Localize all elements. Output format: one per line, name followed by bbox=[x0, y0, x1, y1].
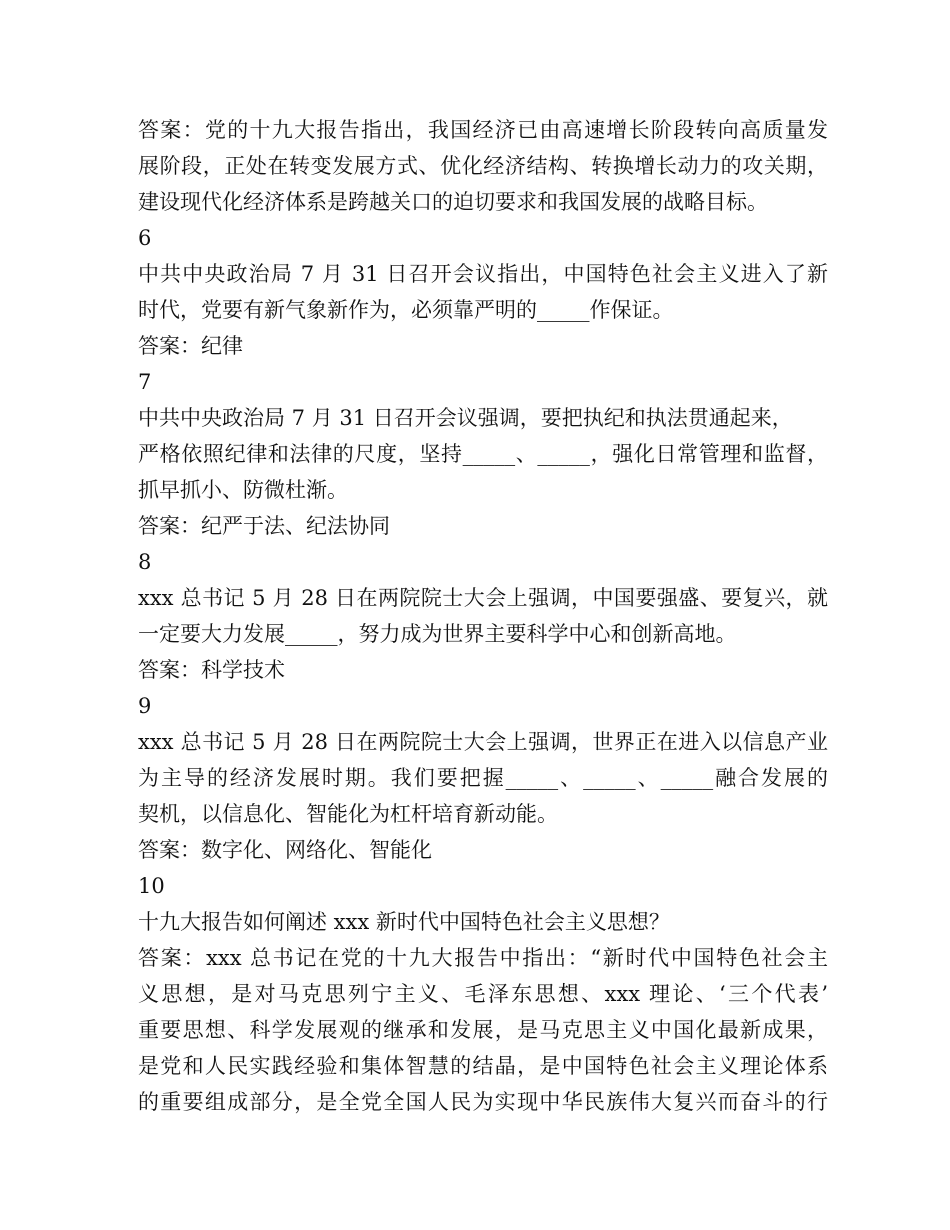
text-line: 答案：xxx 总书记在党的十九大报告中指出：“新时代中国特色社会主 bbox=[138, 946, 828, 970]
question-number-8: 8 bbox=[138, 550, 152, 574]
text-line: 答案：纪律 bbox=[138, 334, 243, 358]
answer-block-9 bbox=[138, 832, 828, 868]
question-block-9 bbox=[138, 724, 828, 832]
question-number-6: 6 bbox=[138, 226, 152, 250]
text-line: 建设现代化经济体系是跨越关口的迫切要求和我国发展的战略目标。 bbox=[138, 190, 768, 214]
text-line: 展阶段，正处在转变发展方式、优化经济结构、转换增长动力的攻关期， bbox=[138, 154, 828, 178]
answer-block-10 bbox=[138, 940, 828, 1120]
text-line: 十九大报告如何阐述 xxx 新时代中国特色社会主义思想？ bbox=[138, 910, 670, 934]
text-line: 时代，党要有新气象新作为，必须靠严明的_____作保证。 bbox=[138, 298, 674, 322]
text-line: 重要思想、科学发展观的继承和发展，是马克思主义中国化最新成果， bbox=[138, 1018, 828, 1042]
text-line: 的重要组成部分，是全党全国人民为实现中华民族伟大复兴而奋斗的行 bbox=[138, 1090, 828, 1114]
document-body bbox=[138, 112, 828, 1120]
answer-block-6 bbox=[138, 328, 828, 364]
text-line: 抓早抓小、防微杜渐。 bbox=[138, 478, 348, 502]
answer-block-5 bbox=[138, 112, 828, 220]
question-number-9: 9 bbox=[138, 694, 152, 718]
question-number-10: 10 bbox=[138, 874, 165, 898]
text-line: 契机，以信息化、智能化为杠杆培育新动能。 bbox=[138, 802, 558, 826]
text-line: 中共中央政治局 7 月 31 日召开会议指出，中国特色社会主义进入了新 bbox=[138, 262, 828, 286]
text-line: 为主导的经济发展时期。我们要把握_____、_____、_____融合发展的 bbox=[138, 766, 828, 790]
question-block-6 bbox=[138, 256, 828, 328]
text-line: 答案：纪严于法、纪法协同 bbox=[138, 514, 390, 538]
text-line: xxx 总书记 5 月 28 日在两院院士大会上强调，中国要强盛、要复兴，就 bbox=[138, 586, 828, 610]
text-line: 是党和人民实践经验和集体智慧的结晶，是中国特色社会主义理论体系 bbox=[138, 1054, 828, 1078]
text-line: 答案：数字化、网络化、智能化 bbox=[138, 838, 432, 862]
text-line: 答案：党的十九大报告指出，我国经济已由高速增长阶段转向高质量发 bbox=[138, 118, 828, 142]
text-line: 一定要大力发展_____，努力成为世界主要科学中心和创新高地。 bbox=[138, 622, 737, 646]
text-line: xxx 总书记 5 月 28 日在两院院士大会上强调，世界正在进入以信息产业 bbox=[138, 730, 828, 754]
question-block-7 bbox=[138, 400, 828, 508]
question-block-10 bbox=[138, 904, 828, 940]
text-line: 义思想，是对马克思列宁主义、毛泽东思想、xxx 理论、‘三个代表’ bbox=[138, 982, 828, 1006]
question-number-7: 7 bbox=[138, 370, 152, 394]
question-block-8 bbox=[138, 580, 828, 652]
answer-block-8 bbox=[138, 652, 828, 688]
text-line: 中共中央政治局 7 月 31 日召开会议强调，要把执纪和执法贯通起来， bbox=[138, 406, 793, 430]
text-line: 严格依照纪律和法律的尺度，坚持_____、_____，强化日常管理和监督， bbox=[138, 442, 828, 466]
text-line: 答案：科学技术 bbox=[138, 658, 285, 682]
answer-block-7 bbox=[138, 508, 828, 544]
